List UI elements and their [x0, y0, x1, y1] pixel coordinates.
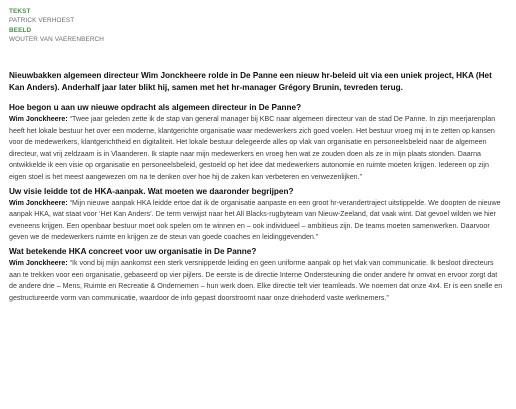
speaker-name: Wim Jonckheere:	[9, 115, 68, 123]
interview-question: Wat betekende HKA concreet voor uw organisatie in De Panne?	[9, 246, 257, 256]
answer-text: “Mijn nieuwe aanpak HKA leidde ertoe dat ik de organisatie aanpaste en een groot hr-verandertraject uitstippelde. We doopten de nieuwe aanpak HKA, wat staat voor ‘Het Kan Anders’. De term verwijst naar het All Blacks-rugbyteam van Nieuw-Zeeland, dat vaak wint. Dat gevoel wilden we hier eveneens krijgen. Een openbaar bestuur moet ook spelen om te winnen en – ook individueel – ambitieus zijn. De teams moeten samenwerken. Daarvoor geven we de medewerkers ruimte en krijgen ze de steun van goede coaches en leidinggevenden.”	[9, 198, 501, 242]
interview-answer	[9, 114, 507, 184]
interview-answer	[9, 198, 507, 244]
image-credit-name: WOUTER VAN VAERENBERCH	[9, 36, 104, 44]
article-credits	[9, 7, 104, 45]
article-body	[9, 70, 507, 306]
qa-block	[9, 102, 507, 184]
interview-answer	[9, 258, 507, 304]
speaker-name: Wim Jonckheere:	[9, 198, 68, 207]
answer-text: “Ik vond bij mijn aankomst een sterk versnipperde leiding en geen uniforme aanpak op het vlak van communicatie. Ik besloot directeurs aan te trekken voor een organisatie, gebaseerd op vier pijlers. De eerste is de directie Interne Ondersteuning die onder andere hr omvat en ervoor zorgt dat de andere drie – Mens, Ruimte en Recreatie & Ondernemen – hun werk doen. Elke directie telt vier teamleads. We noemen dat onze 4x4. Er is een snelle en gestructureerde vorm van communicatie, waardoor de info gepast doorstroomt naar onze driehoderd vaste werknemers.”	[9, 258, 503, 302]
speaker-name: Wim Jonckheere:	[9, 258, 68, 267]
qa-block	[9, 186, 507, 244]
image-credit-label: BEELD	[9, 26, 32, 34]
answer-text: “Twee jaar geleden zette ik de stap van general manager bij KBC naar algemeen directeur van de stad De Panne. In zijn meerjarenplan heeft het lokale bestuur het over een moderne, klantgerichte organisatie waar medewerkers zich goed voelen. Het bestuur vroeg mij in te zetten op kansen voor de medewerkers, klantgerichtheid en digitaliteit. Het lokale bestuur delegeerde alles op vlak van organisatie en personeelsbeleid naar de algemeen directeur, wat vrij zeldzaam is in Vlaanderen. Ik stapte naar mijn medewerkers en vroeg hen wat ze zouden doen als ze in mijn plaats stonden. Daarna ontwikkelde ik een visie op organisatie en personeelsbeleid, gestoeld op het idee dat medewerkers autonomie en ruimte moeten krijgen. Iedereen op zijn eigen stoel is het meest aangewezen om na te denken over hoe hij de zaken kan verbeteren en verwezenlijken.”	[9, 115, 496, 181]
qa-block	[9, 246, 507, 304]
interview-question: Hoe begon u aan uw nieuwe opdracht als algemeen directeur in De Panne?	[9, 103, 302, 112]
text-credit-name: PATRICK VERHOEST	[9, 17, 75, 25]
text-credit-label: TEKST	[9, 8, 31, 15]
article-lead: Nieuwbakken algemeen directeur Wim Jonckheere rolde in De Panne een nieuw hr-beleid uit via een uniek project, HKA (Het Kan Anders). Anderhalf jaar later blikt hij, samen met het hr-manager Grégory Brunin, tevreden terug.	[9, 71, 492, 92]
interview-question: Uw visie leidde tot de HKA-aanpak. Wat moeten we daaronder begrijpen?	[9, 186, 294, 196]
